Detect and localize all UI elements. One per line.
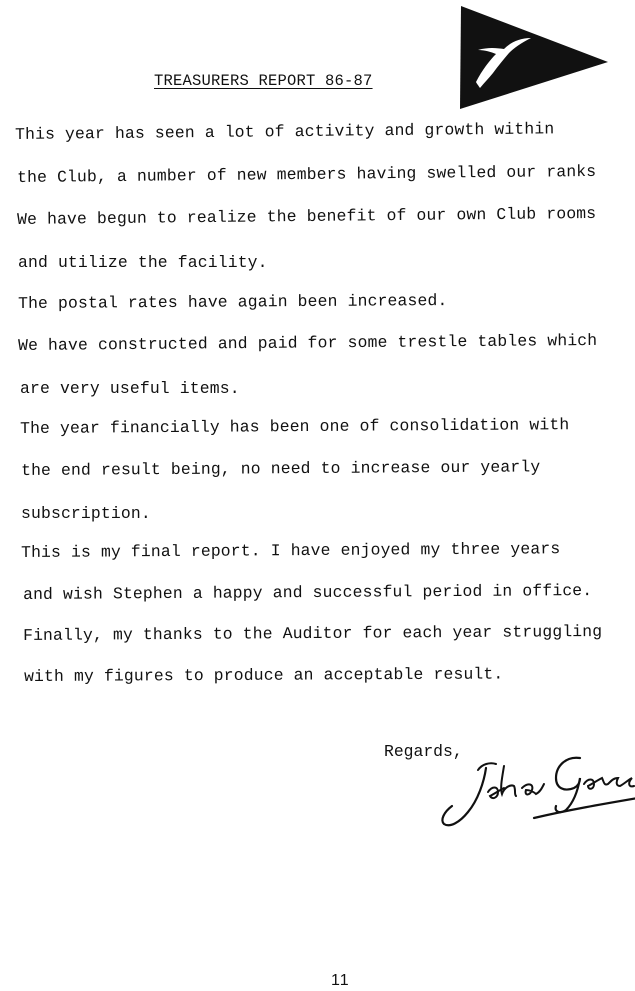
body-line: the end result being, no need to increase our yearly (20, 457, 541, 480)
body-line: We have begun to realize the benefit of our own Club rooms (16, 203, 597, 229)
body-line: and utilize the facility. (18, 253, 268, 272)
body-line: This is my final report. I have enjoyed my three years (20, 539, 561, 562)
body-line: the Club, a number of new members having swelled our ranks (16, 161, 597, 187)
handwritten-signature (438, 748, 635, 832)
report-title: TREASURERS REPORT 86-87 (154, 72, 373, 90)
closing-regards: Regards, (384, 742, 463, 761)
body-line: The postal rates have again been increased. (17, 291, 448, 313)
body-line: and wish Stephen a happy and successful period in office. (22, 581, 593, 604)
body-line: with my figures to produce an acceptable result. (23, 664, 504, 686)
body-line: subscription. (21, 504, 151, 523)
body-line: are very useful items. (20, 379, 240, 398)
page-number: 11 (331, 972, 350, 989)
body-line: The year financially has been one of consolidation with (19, 415, 570, 438)
body-line: Finally, my thanks to the Auditor for each year struggling (22, 621, 603, 645)
body-line: This year has seen a lot of activity and growth within (14, 119, 555, 144)
body-line: We have constructed and paid for some trestle tables which (17, 330, 598, 355)
